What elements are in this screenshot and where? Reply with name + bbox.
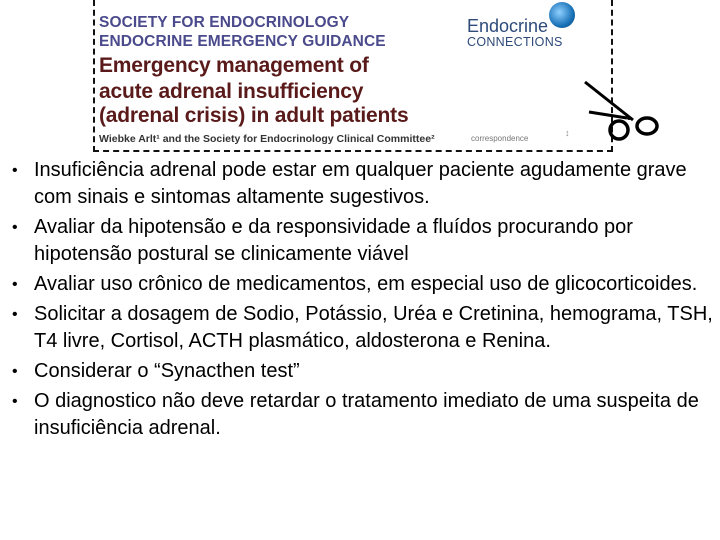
article-header-clipping (93, 0, 613, 152)
article-title-line-3: (adrenal crisis) in adult patients (99, 104, 409, 127)
bullet-text: Solicitar a dosagem de Sodio, Potássio, Uréa e Cretinina, hemograma, TSH, T4 livre, Cortisol, ACTH plasmático, aldosterona e Renina. (34, 303, 713, 352)
globe-icon (549, 2, 575, 28)
bullet-item (8, 214, 714, 268)
guidance-label: ENDOCRINE EMERGENCY GUIDANCE (99, 33, 386, 50)
bullet-item (8, 358, 714, 385)
bullet-text: Considerar o “Synacthen test” (34, 360, 300, 382)
bullet-text: Insuficiência adrenal pode estar em qualquer paciente agudamente grave com sinais e sintomas altamente sugestivos. (34, 159, 687, 208)
journal-name-top: Endocrine (467, 16, 549, 36)
bullet-item (8, 388, 714, 442)
scissors-icon (583, 80, 663, 142)
bullet-dot: • (12, 219, 18, 236)
article-title-line-2: acute adrenal insufficiency (99, 80, 364, 103)
bullet-list (8, 157, 714, 445)
bullet-dot: • (12, 306, 18, 323)
correspondence-label: correspondence (471, 134, 529, 143)
journal-name-bottom: CONNECTIONS (467, 35, 563, 49)
bullet-dot: • (12, 162, 18, 179)
bullet-text: Avaliar da hipotensão e da responsividade a fluídos procurando por hipotensão postural se clinicamente viável (34, 216, 633, 265)
article-title-line-1: Emergency management of (99, 54, 369, 77)
article-authors: Wiebke Arlt¹ and the Society for Endocrinology Clinical Committee² (99, 133, 435, 145)
bullet-text: Avaliar uso crônico de medicamentos, em especial uso de glicocorticoides. (34, 273, 698, 295)
bullet-item (8, 157, 714, 211)
bullet-dot: • (12, 276, 18, 293)
bullet-text: O diagnostico não deve retardar o tratamento imediato de uma suspeita de insuficiência adrenal. (34, 390, 699, 439)
bullet-item (8, 271, 714, 298)
journal-logo (467, 2, 577, 62)
bullet-dot: • (12, 363, 18, 380)
bullet-item (8, 301, 714, 355)
society-label: SOCIETY FOR ENDOCRINOLOGY (99, 14, 350, 31)
bullet-dot: • (12, 393, 18, 410)
page-corner-mark: ↕ (565, 128, 570, 138)
